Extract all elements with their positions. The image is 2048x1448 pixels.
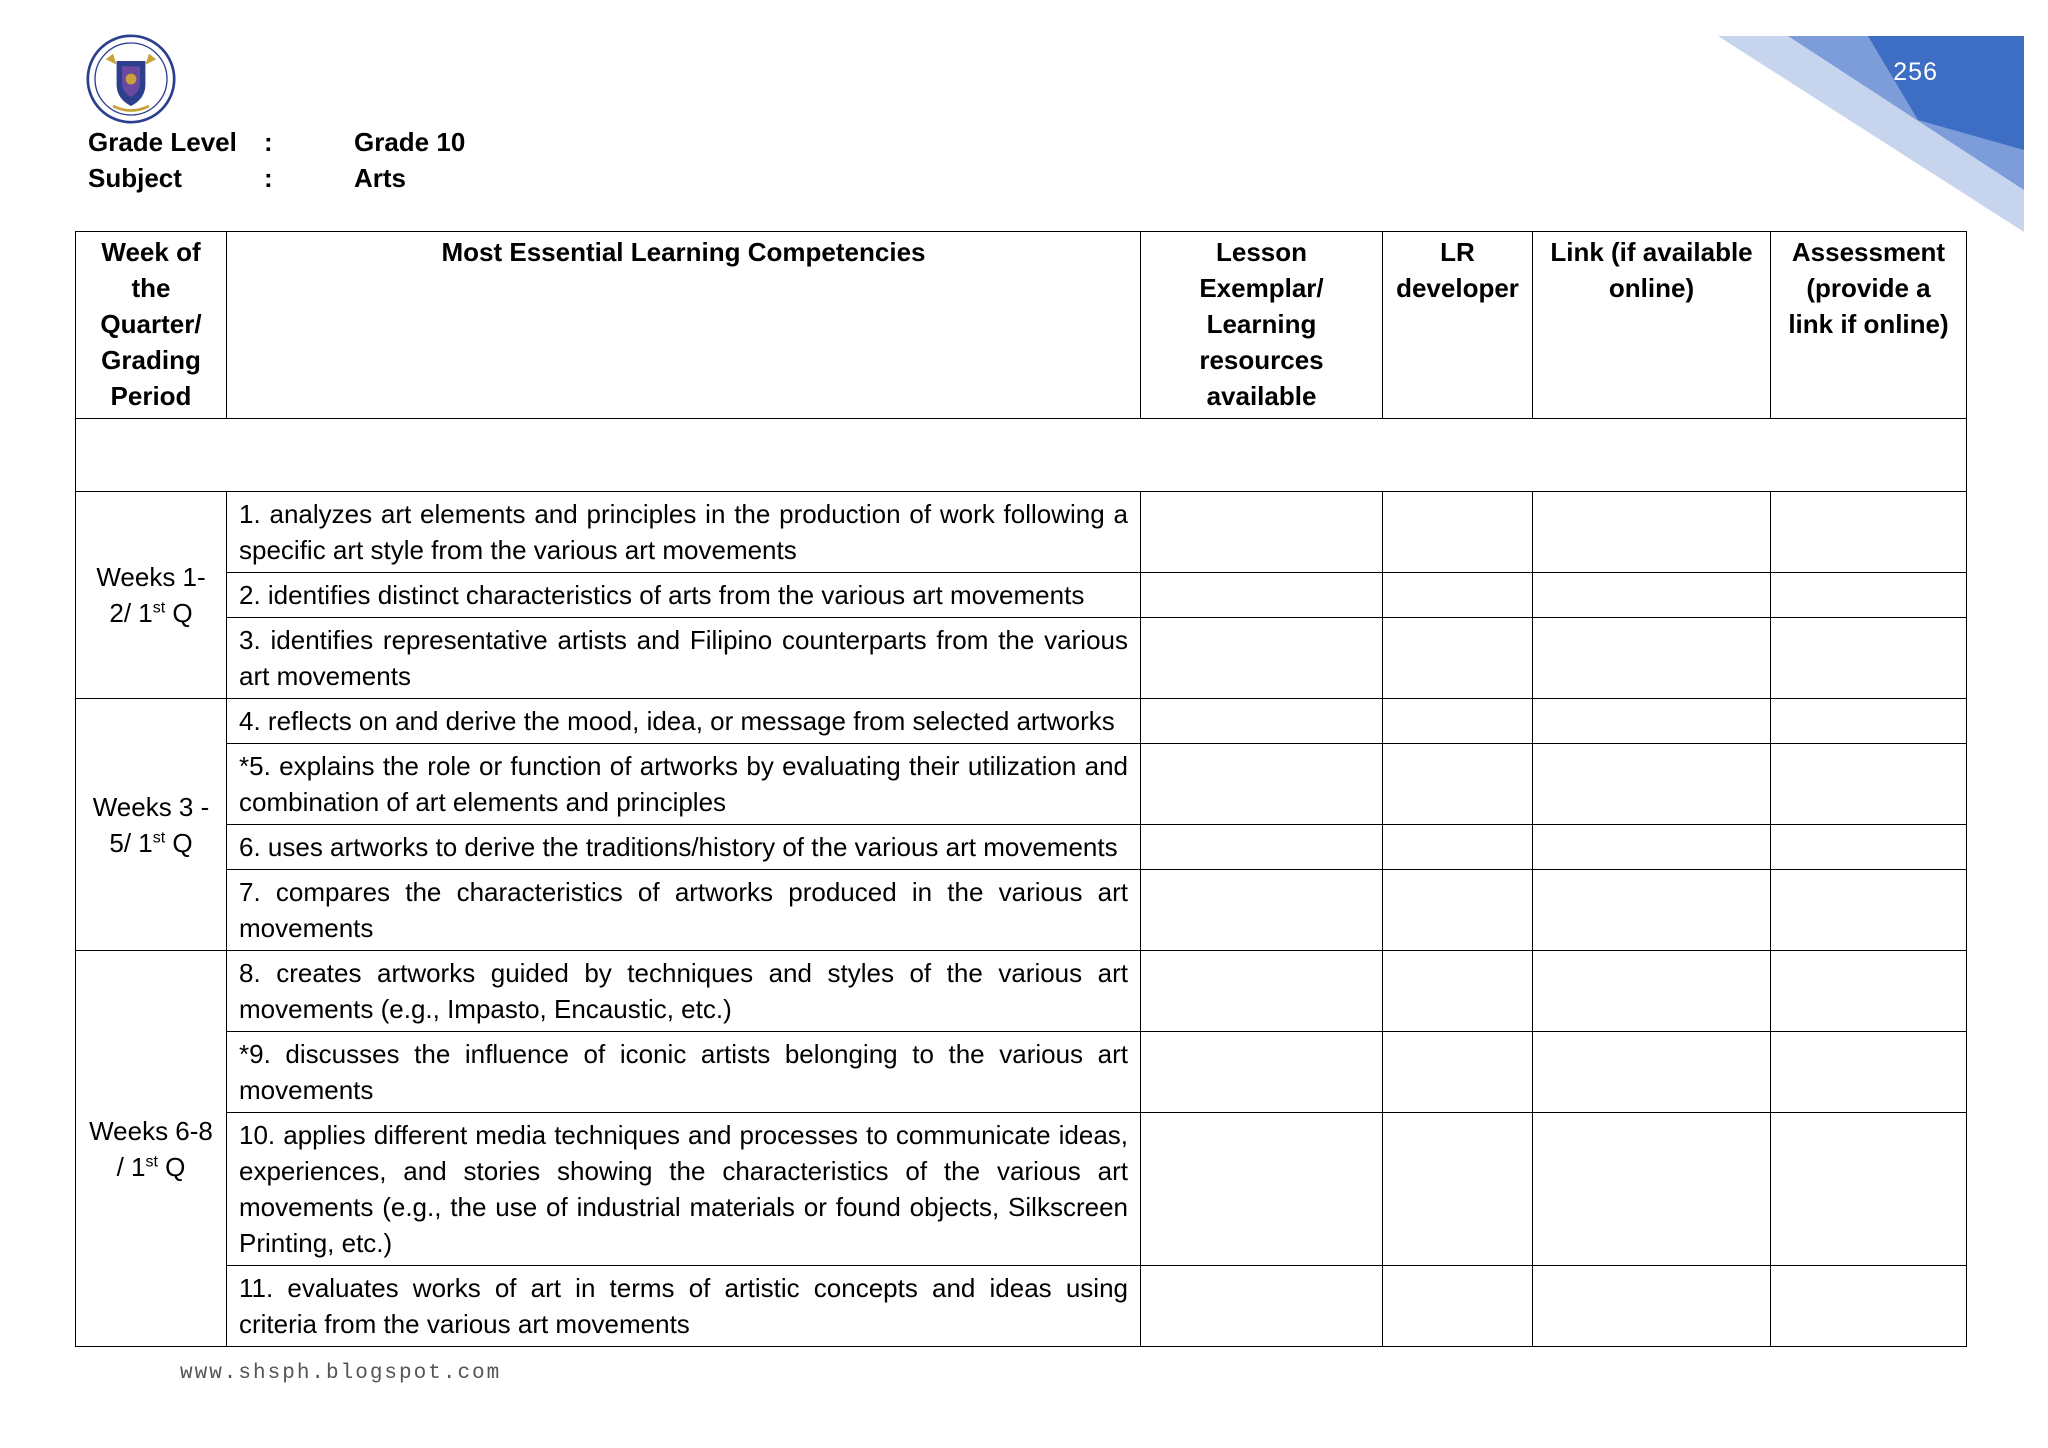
assessment-cell [1771, 492, 1967, 573]
document-meta [88, 124, 465, 196]
assessment-cell [1771, 1113, 1967, 1266]
assessment-cell [1771, 744, 1967, 825]
week-ordinal-suffix: st [152, 828, 166, 846]
header-week: Week of the Quarter/ Grading Period [76, 232, 227, 419]
week-label: Weeks 6-8 / 1 [89, 1115, 213, 1182]
table-row [76, 1032, 1967, 1113]
lr-developer-cell [1383, 618, 1533, 699]
table-row [76, 1266, 1967, 1347]
table-row [76, 744, 1967, 825]
table-row [76, 618, 1967, 699]
lr-developer-cell [1383, 825, 1533, 870]
deped-seal-icon [86, 34, 176, 124]
table-row [76, 492, 1967, 573]
week-cell [76, 492, 227, 699]
competency-cell: 11. evaluates works of art in terms of artistic concepts and ideas using criteria from the various art movements [227, 1266, 1141, 1347]
lr-developer-cell [1383, 492, 1533, 573]
table-row [76, 870, 1967, 951]
header-lesson-exemplar: Lesson Exemplar/ Learning resources available [1141, 232, 1383, 419]
lesson-exemplar-cell [1141, 618, 1383, 699]
competency-cell: 8. creates artworks guided by techniques and styles of the various art movements (e.g., Impasto, Encaustic, etc.) [227, 951, 1141, 1032]
blank-row [76, 419, 1967, 492]
table-row [76, 573, 1967, 618]
assessment-cell [1771, 699, 1967, 744]
subject-value: Arts [354, 162, 407, 193]
footer-url: www.shsph.blogspot.com [180, 1362, 502, 1385]
competency-cell: 6. uses artworks to derive the traditions/history of the various art movements [227, 825, 1141, 870]
link-cell [1533, 699, 1771, 744]
page-number: 256 [1893, 58, 1938, 86]
competency-cell: 1. analyzes art elements and principles in the production of work following a specific art style from the various art movements [227, 492, 1141, 573]
table-body [76, 419, 1967, 1347]
grade-level-label: Grade Level [88, 126, 237, 157]
corner-decoration [1718, 0, 2048, 240]
link-cell [1533, 573, 1771, 618]
lesson-exemplar-cell [1141, 825, 1383, 870]
lesson-exemplar-cell [1141, 870, 1383, 951]
header-assessment: Assessment (provide a link if online) [1771, 232, 1967, 419]
competency-cell: 10. applies different media techniques and processes to communicate ideas, experiences, and stories showing the characteristics of the various art movements (e.g., the use of industrial materials or found objects, Silkscreen Printing, etc.) [227, 1113, 1141, 1266]
assessment-cell [1771, 1032, 1967, 1113]
week-cell [76, 699, 227, 951]
lesson-exemplar-cell [1141, 1032, 1383, 1113]
grade-level-value: Grade 10 [354, 126, 466, 157]
link-cell [1533, 1113, 1771, 1266]
week-quarter: Q [165, 598, 193, 628]
link-cell [1533, 618, 1771, 699]
week-quarter: Q [157, 1151, 186, 1182]
week-ordinal-suffix: st [145, 1152, 158, 1170]
competency-cell: 7. compares the characteristics of artworks produced in the various art movements [227, 870, 1141, 951]
grade-level-row [88, 124, 465, 160]
link-cell [1533, 870, 1771, 951]
link-cell [1533, 825, 1771, 870]
competency-cell: 2. identifies distinct characteristics of arts from the various art movements [227, 573, 1141, 618]
header-competencies: Most Essential Learning Competencies [227, 232, 1141, 419]
week-label: Weeks 1-2/ 1 [96, 562, 206, 628]
subject-label: Subject [88, 162, 182, 193]
lr-developer-cell [1383, 870, 1533, 951]
table-row [76, 951, 1967, 1032]
link-cell [1533, 492, 1771, 573]
lesson-exemplar-cell [1141, 573, 1383, 618]
assessment-cell [1771, 825, 1967, 870]
competency-cell: 3. identifies representative artists and Filipino counterparts from the various art movements [227, 618, 1141, 699]
lesson-exemplar-cell [1141, 1113, 1383, 1266]
assessment-cell [1771, 951, 1967, 1032]
competencies-table [75, 231, 1967, 1347]
competency-cell: *9. discusses the influence of iconic artists belonging to the various art movements [227, 1032, 1141, 1113]
lr-developer-cell [1383, 951, 1533, 1032]
lr-developer-cell [1383, 1032, 1533, 1113]
link-cell [1533, 1266, 1771, 1347]
header-link: Link (if available online) [1533, 232, 1771, 419]
link-cell [1533, 1032, 1771, 1113]
table-row [76, 1113, 1967, 1266]
lr-developer-cell [1383, 699, 1533, 744]
link-cell [1533, 951, 1771, 1032]
table-row [76, 825, 1967, 870]
competency-cell: 4. reflects on and derive the mood, idea, or message from selected artworks [227, 699, 1141, 744]
week-ordinal-suffix: st [152, 599, 166, 617]
assessment-cell [1771, 618, 1967, 699]
lesson-exemplar-cell [1141, 1266, 1383, 1347]
lesson-exemplar-cell [1141, 699, 1383, 744]
assessment-cell [1771, 870, 1967, 951]
week-quarter: Q [165, 827, 193, 858]
lesson-exemplar-cell [1141, 492, 1383, 573]
competency-cell: *5. explains the role or function of artworks by evaluating their utilization and combination of art elements and principles [227, 744, 1141, 825]
subject-row [88, 160, 465, 196]
lr-developer-cell [1383, 1113, 1533, 1266]
grade-level-colon: : [264, 126, 273, 157]
week-label: Weeks 3 - 5/ 1 [92, 791, 210, 858]
blank-cell [76, 419, 1967, 492]
assessment-cell [1771, 1266, 1967, 1347]
lr-developer-cell [1383, 744, 1533, 825]
table-row [76, 699, 1967, 744]
link-cell [1533, 744, 1771, 825]
lr-developer-cell [1383, 573, 1533, 618]
lr-developer-cell [1383, 1266, 1533, 1347]
table-header-row [76, 232, 1967, 419]
subject-colon: : [264, 162, 273, 193]
lesson-exemplar-cell [1141, 951, 1383, 1032]
header-lr-developer: LR developer [1383, 232, 1533, 419]
assessment-cell [1771, 573, 1967, 618]
lesson-exemplar-cell [1141, 744, 1383, 825]
week-cell [76, 951, 227, 1347]
